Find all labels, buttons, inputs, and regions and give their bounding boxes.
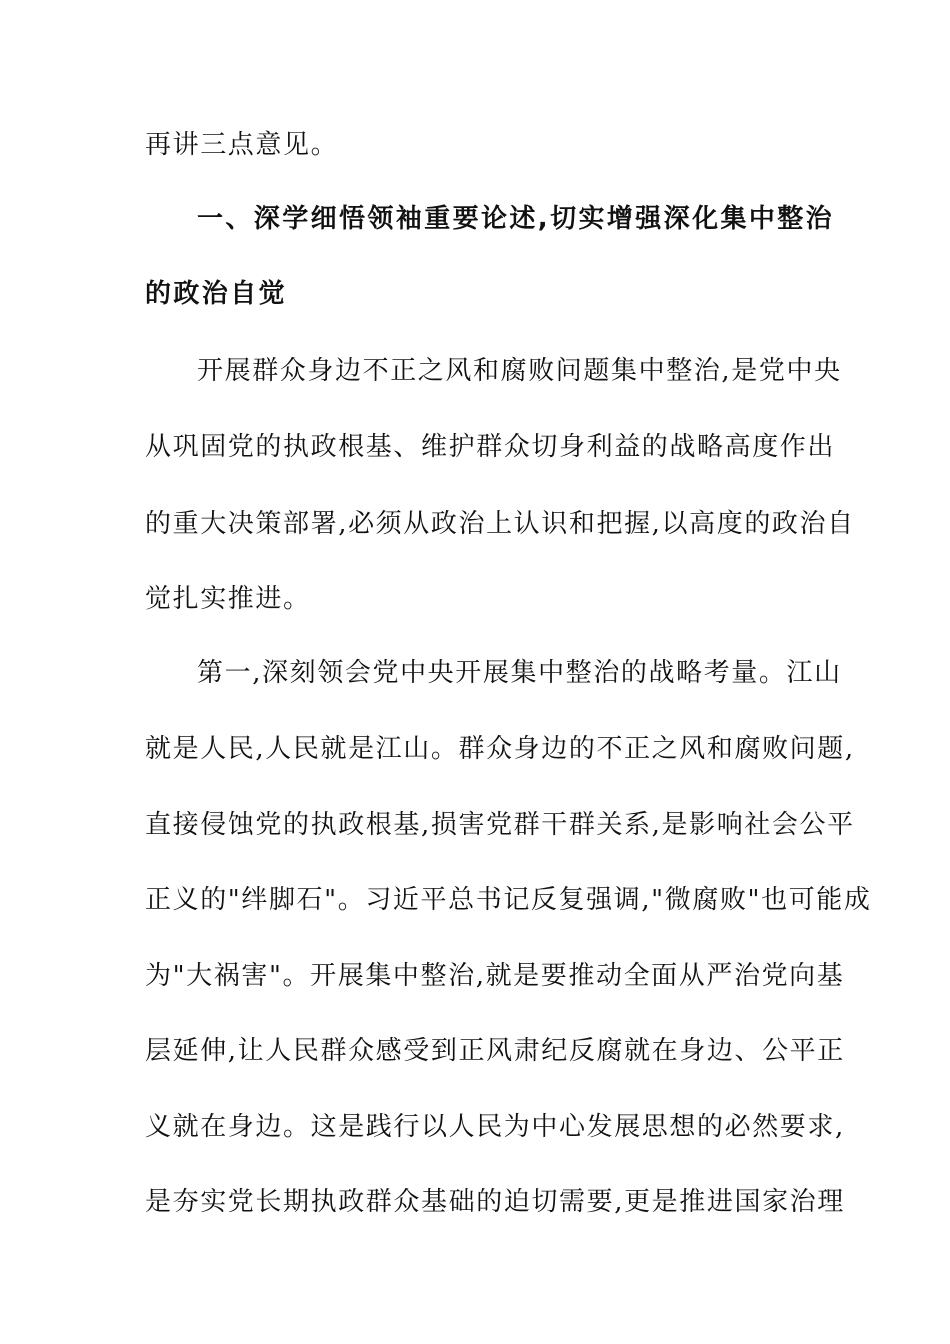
section-heading-line: 的政治自觉 (145, 279, 288, 309)
text-line: 的重大决策部署,必须从政治上认识和把握,以高度的政治自 (145, 509, 855, 539)
section-heading-line: 一、深学细悟领袖重要论述,切实增强深化集中整治 (197, 204, 835, 234)
paragraph-first-line: 第一,深刻领会党中央开展集中整治的战略考量。江山 (197, 658, 842, 688)
paragraph-first-line: 开展群众身边不正之风和腐败问题集中整治,是党中央 (197, 356, 842, 386)
text-line: 正义的"绊脚石"。习近平总书记反复强调,"微腐败"也可能成 (145, 885, 872, 915)
text-line: 觉扎实推进。 (145, 584, 311, 614)
text-line: 是夯实党长期执政群众基础的迫切需要,更是推进国家治理 (145, 1187, 845, 1217)
text-line: 就是人民,人民就是江山。群众身边的不正之风和腐败问题, (145, 734, 855, 764)
text-line: 从巩固党的执政根基、维护群众切身利益的战略高度作出 (145, 432, 836, 462)
text-line: 义就在身边。这是践行以人民为中心发展思想的必然要求, (145, 1112, 845, 1142)
text-line: 为"大祸害"。开展集中整治,就是要推动全面从严治党向基 (145, 961, 845, 991)
text-line: 再讲三点意见。 (145, 130, 339, 160)
text-line: 直接侵蚀党的执政根基,损害党群干群关系,是影响社会公平 (145, 810, 855, 840)
text-line: 层延伸,让人民群众感受到正风肃纪反腐就在身边、公平正 (145, 1036, 845, 1066)
